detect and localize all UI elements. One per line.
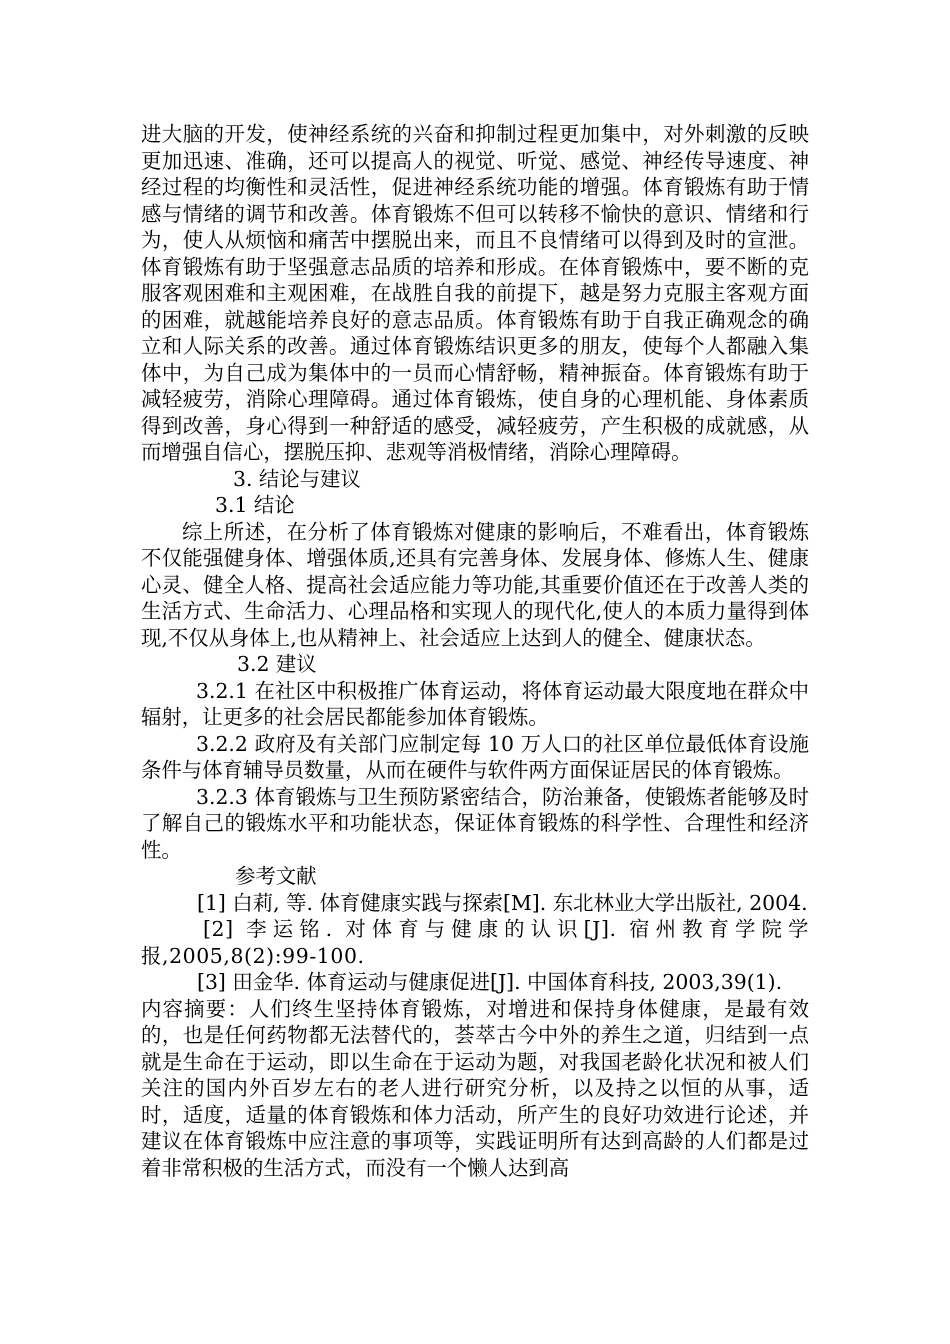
suggestion-paragraph-1: 3.2.1 在社区中积极推广体育运动，将体育运动最大限度地在群众中辐射，让更多的社会居民都能参加体育锻炼。 bbox=[141, 678, 809, 729]
abstract-paragraph: 内容摘要：人们终生坚持体育锻炼，对增进和保持身体健康，是最有效的，也是任何药物都无法替代的，荟萃古今中外的养生之道，归结到一点就是生命在于运动，即以生命在于运动为题，对我国老龄化状况和被人们关注的国内外百岁左右的老人进行研究分析，以及持之以恒的从事，适时，适度，适量的体育锻炼和体力活动，所产生的良好功效进行论述，并建议在体育锻炼中应注意的事项等，实践证明所有达到高龄的人们都是过着非常积极的生活方式，而没有一个懒人达到高 bbox=[141, 996, 809, 1180]
reference-item-3: [3] 田金华. 体育运动与健康促进[J]. 中国体育科技, 2003,39(1). bbox=[197, 970, 783, 994]
reference-item-1: [1] 白莉, 等. 体育健康实践与探索[M]. 东北林业大学出版社, 2004. bbox=[197, 890, 808, 915]
references-heading: 参考文献 bbox=[235, 864, 317, 888]
subsection-heading-suggestions: 3.2 建议 bbox=[237, 652, 317, 676]
document-page bbox=[141, 121, 809, 1181]
reference-item-2: [2] 李运铭. 对体育与健康的认识[J]. 宿州教育学院学报,2005,8(2):99-100. bbox=[141, 917, 809, 968]
subsection-heading-conclusion: 3.1 结论 bbox=[215, 493, 295, 517]
suggestion-paragraph-3: 3.2.3 体育锻炼与卫生预防紧密结合，防治兼备，使锻炼者能够及时了解自己的锻炼水平和功能状态，保证体育锻炼的科学性、合理性和经济性。 bbox=[141, 784, 809, 862]
section-heading-conclusions: 3. 结论与建议 bbox=[233, 466, 361, 491]
body-paragraph-psychology: 进大脑的开发，使神经系统的兴奋和抑制过程更加集中，对外刺激的反映更加迅速、准确，还可以提高人的视觉、听觉、感觉、神经传导速度、神经过程的均衡性和灵活性，促进神经系统功能的增强。体育锻炼有助于情感与情绪的调节和改善。体育锻炼不但可以转移不愉快的意识、情绪和行为，使人从烦恼和痛苦中摆脱出来，而且不良情绪可以得到及时的宣泄。体育锻炼有助于坚强意志品质的培养和形成。在体育锻炼中，要不断的克服客观困难和主观困难，在战胜自我的前提下，越是努力克服主客观方面的困难，就越能培养良好的意志品质。体育锻炼有助于自我正确观念的确立和人际关系的改善。通过体育锻炼结识更多的朋友，使每个人都融入集体中，为自己成为集体中的一员而心情舒畅，精神振奋。体育锻炼有助于减轻疲劳，消除心理障碍。通过体育锻炼，使自身的心理机能、身体素质得到改善，身心得到一种舒适的感受，减轻疲劳，产生积极的成就感，从而增强自信心，摆脱压抑、悲观等消极情绪，消除心理障碍。 bbox=[141, 122, 809, 464]
body-paragraph-conclusion: 综上所述，在分析了体育锻炼对健康的影响后，不难看出，体育锻炼不仅能强健身体、增强体质,还具有完善身体、发展身体、修炼人生、健康心灵、健全人格、提高社会适应能力等功能,其重要价值还在于改善人类的生活方式、生命活力、心理品格和实现人的现代化,使人的本质力量得到体现,不仅从身体上,也从精神上、社会适应上达到人的健全、健康状态。 bbox=[141, 519, 809, 650]
suggestion-paragraph-2: 3.2.2 政府及有关部门应制定每 10 万人口的社区单位最低体育设施条件与体育辅导员数量，从而在硬件与软件两方面保证居民的体育锻炼。 bbox=[141, 731, 809, 782]
